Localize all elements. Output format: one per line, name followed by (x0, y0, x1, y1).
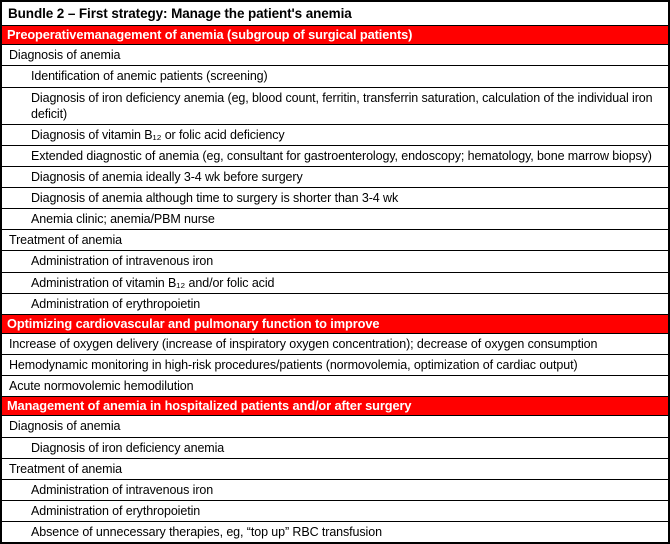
item-row (2, 87, 668, 124)
item-text: Administration of intravenous iron (31, 254, 214, 269)
item-text: Administration of erythropoietin (31, 296, 201, 311)
item-row (2, 65, 668, 86)
item-row (2, 479, 668, 500)
item-row (2, 124, 668, 145)
item-text: Diagnosis of iron deficiency anemia (eg, blood count, ferritin, transferrin saturation, calculation of the individual iron deficit) (31, 90, 653, 121)
table-title: Bundle 2 – First strategy: Manage the patient's anemia (8, 6, 352, 22)
item-text: Administration of vitamin B₁₂ and/or folic acid (31, 275, 275, 290)
item-row (2, 145, 668, 166)
item-row (2, 272, 668, 293)
item-text: Anemia clinic; anemia/PBM nurse (31, 212, 215, 227)
section-header-row (2, 25, 668, 44)
item-text: Diagnosis of anemia although time to surgery is shorter than 3-4 wk (31, 191, 399, 206)
item-text: Hemodynamic monitoring in high-risk procedures/patients (normovolemia, optimization of cardiac output) (9, 358, 578, 373)
item-row (2, 44, 668, 65)
item-text: Acute normovolemic hemodilution (9, 379, 194, 394)
item-row (2, 187, 668, 208)
item-text: Absence of unnecessary therapies, eg, “top up” RBC transfusion (31, 525, 382, 540)
item-text: Increase of oxygen delivery (increase of inspiratory oxygen concentration); decrease of oxygen consumption (9, 336, 598, 351)
item-row (2, 375, 668, 396)
item-row (2, 354, 668, 375)
item-row (2, 333, 668, 354)
item-row (2, 229, 668, 250)
item-text: Administration of erythropoietin (31, 503, 201, 518)
item-row (2, 521, 668, 542)
item-text: Diagnosis of anemia (9, 48, 121, 63)
item-row (2, 208, 668, 229)
section-header-text: Management of anemia in hospitalized patients and/or after surgery (7, 398, 412, 414)
item-text: Diagnosis of iron deficiency anemia (31, 440, 225, 455)
item-row (2, 166, 668, 187)
item-row (2, 458, 668, 479)
section-header-row (2, 314, 668, 333)
item-text: Diagnosis of anemia ideally 3-4 wk before surgery (31, 169, 303, 184)
section-header-row (2, 396, 668, 415)
item-text: Administration of intravenous iron (31, 482, 214, 497)
item-text: Diagnosis of anemia (9, 419, 121, 434)
item-text: Identification of anemic patients (screening) (31, 69, 268, 84)
table-title-row (2, 2, 668, 25)
section-header-text: Preoperativemanagement of anemia (subgroup of surgical patients) (7, 27, 413, 43)
item-row (2, 250, 668, 271)
item-row (2, 415, 668, 436)
item-text: Treatment of anemia (9, 233, 122, 248)
item-row (2, 437, 668, 458)
item-text: Diagnosis of vitamin B₁₂ or folic acid deficiency (31, 127, 285, 142)
section-header-text: Optimizing cardiovascular and pulmonary function to improve (7, 315, 380, 331)
item-row (2, 500, 668, 521)
item-text: Extended diagnostic of anemia (eg, consultant for gastroenterology, endoscopy; hematology, bone marrow biopsy) (31, 148, 652, 163)
item-row (2, 293, 668, 314)
item-text: Treatment of anemia (9, 461, 122, 476)
